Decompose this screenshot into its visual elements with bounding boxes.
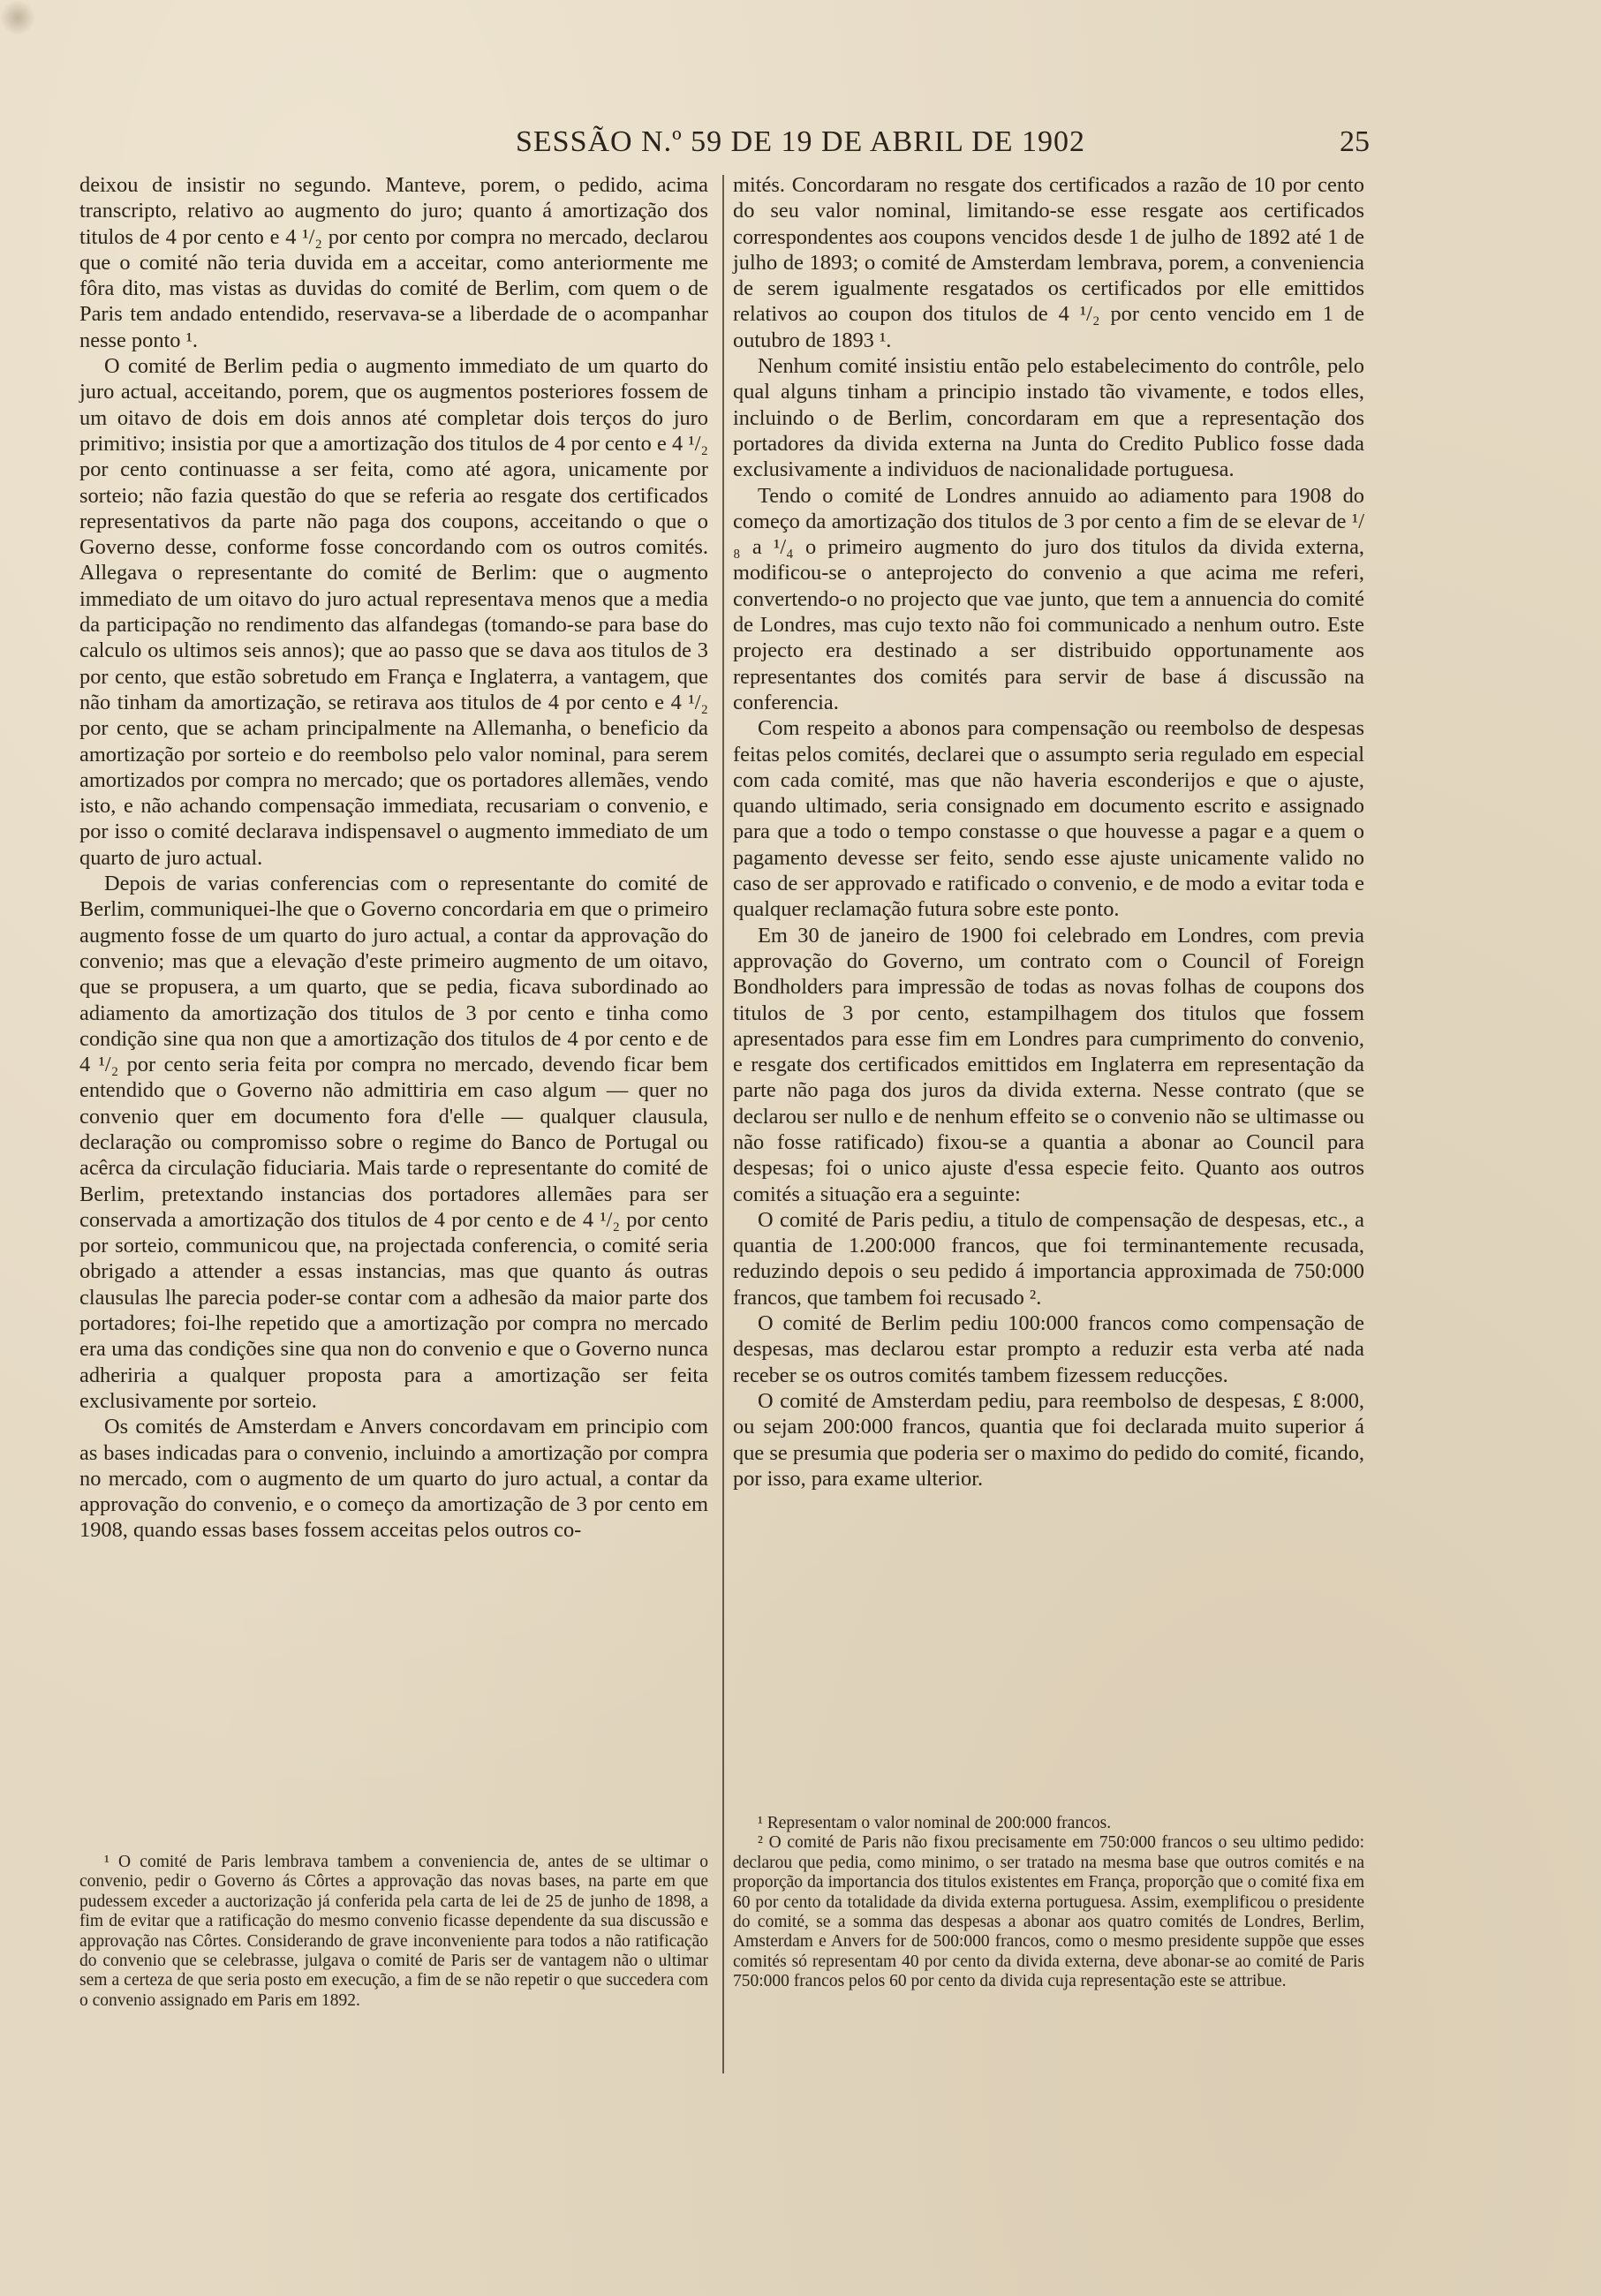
paragraph: mités. Concordaram no resgate dos certificados a razão de 10 por cento do seu valor nominal, limitando-se esse resgate aos certificados correspondentes aos coupons vencidos desde 1 de julho de 1892 até 1 de julho de 1893; o comité de Amsterdam lembrava, porem, a conveniencia de serem igualmente resgatados os certificados por elle emittidos relativos ao coupon dos titulos de 4 ¹/₂ por cento vencido em 1 de outubro de 1893 ¹. — [733, 173, 1364, 352]
paragraph: Os comités de Amsterdam e Anvers concordavam em principio com as bases indicadas para o convenio, incluindo a amortização por compra no mercado, com o augmento de um quarto do juro actual, a contar da approvação do convenio, e o começo da amortização de 3 por cento em 1908, quando essas bases fossem acceitas pelos outros co- — [79, 1415, 708, 1543]
left-column — [79, 172, 708, 1544]
paragraph: O comité de Berlim pedia o augmento immediato de um quarto do juro actual, acceitando, porem, que os augmentos posteriores fossem de um oitavo de dois em dois annos até completar dois terços do juro primitivo; insistia por que a amortização dos titulos de 4 por cento e 4 ¹/₂ por cento continuasse a ser feita, como até agora, unicamente por sorteio; não fazia questão do que se referia ao resgate dos certificados representativos da parte não paga dos coupons, acceitando o que o Governo desse, conforme fosse concordando com os outros comités. Allegava o representante do comité de Berlim: que o augmento immediato de um oitavo do juro actual representava menos que a media da participação no rendimento das alfandegas (tomando-se para base do calculo os ultimos seis annos); que ao passo que se dava aos titulos de 3 por cento, que estão sobretudo em França e Inglaterra, a vantagem, que não tinham da amortização, se retirava aos titulos de 4 por cento e 4 ¹/₂ por cento, que se acham principalmente na Allemanha, o beneficio da amortização por sorteio e do reembolso pelo valor nominal, para serem amortizados por compra no mercado; que os portadores allemães, vendo isto, e não achando compensação immediata, recusariam o convenio, e por isso o comité declarava indispensavel o augmento immediato de um quarto de juro actual. — [79, 354, 708, 870]
footnote: ² O comité de Paris não fixou precisamente em 750:000 francos o seu ultimo pedido: declarou que pedia, como minimo, o ser tratado na mesma base que outros comités e na proporção da importancia dos titulos existentes em França, proporção que o comité fixa em 60 por cento da totalidade da divida externa portuguesa. Assim, exemplificou o presidente do comité, se a somma das despesas a abonar aos quatro comités de Londres, Berlim, Amsterdam e Anvers for de 500:000 francos, como o mesmo presidente suppõe que esses comités só representam 40 por cento da divida externa, deve abonar-se ao comité de Paris 750:000 francos pelos 60 por cento da divida cuja representação este se attribue. — [733, 1833, 1364, 1991]
page-number: 25 — [1340, 125, 1370, 158]
right-column — [733, 172, 1364, 1492]
footnotes-left — [79, 1853, 708, 2011]
footnote: ¹ O comité de Paris lembrava tambem a conveniencia de, antes de se ultimar o convenio, pedir o Governo ás Côrtes a approvação das novas bases, na parte em que pudessem exceder a auctorização já conferida pela carta de lei de 25 de junho de 1898, a fim de evitar que a ratificação do mesmo convenio ficasse dependente da sua discussão e approvação nas Côrtes. Considerando de grave inconveniente para todos a não ratificação do convenio que se celebrasse, julgava o comité de Paris ser de vantagem não o ultimar sem a certeza de que seria posto em execução, a fim de se não repetir o que succedera com o convenio assignado em Paris em 1892. — [79, 1853, 708, 2010]
page-header — [0, 125, 1601, 170]
paragraph: O comité de Paris pediu, a titulo de compensação de despesas, etc., a quantia de 1.200:000 francos, que foi terminantemente recusada, reduzindo depois o seu pedido á importancia approximada de 750:000 francos, que tambem foi recusado ². — [733, 1207, 1364, 1310]
footnotes-right — [733, 1814, 1364, 1992]
paragraph: Tendo o comité de Londres annuido ao adiamento para 1908 do começo da amortização dos titulos de 3 por cento a fim de se elevar de ¹/₈ a ¹/₄ o primeiro augmento do juro dos titulos da divida externa, modificou-se o anteprojecto do convenio a que acima me referi, convertendo-o no projecto que vae junto, que tem a annuencia do comité de Londres, mas cujo texto não foi communicado a nenhum outro. Este projecto era destinado a ser distribuido opportunamente aos representantes dos comités para servir de base á discussão na conferencia. — [733, 483, 1364, 714]
page-stain — [0, 0, 35, 35]
paragraph: Com respeito a abonos para compensação ou reembolso de despesas feitas pelos comités, declarei que o assumpto seria regulado em especial com cada comité, mas que não haveria esconderijos e que o ajuste, quando ultimado, seria consignado em documento escrito e assignado para que a todo o tempo constasse o que houvesse a pagar e a quem o pagamento devesse ser feito, sendo esse ajuste unicamente valido no caso de ser approvado e ratificado o convenio, e de modo a evitar toda e qualquer reclamação futura sobre este ponto. — [733, 716, 1364, 922]
paragraph: Depois de varias conferencias com o representante do comité de Berlim, communiquei-lhe que o Governo concordaria em que o primeiro augmento fosse de um quarto do juro actual, a contar da approvação do convenio; mas que a elevação d'este primeiro augmento de um oitavo, que se propusera, a um quarto, que se pedia, ficava subordinado ao adiamento da amortização dos titulos de 3 por cento e tinha como condição sine qua non que a amortização dos titulos de 4 por cento e de 4 ¹/₂ por cento seria feita por compra no mercado, devendo ficar bem entendido que o Governo não admittiria em caso algum — quer no convenio quer em documento fora d'elle — qualquer clausula, declaração ou compromisso sobre o regime do Banco de Portugal ou acêrca da circulação fiduciaria. Mais tarde o representante do comité de Berlim, pretextando instancias dos portadores allemães para ser conservada a amortização dos titulos de 4 por cento e de 4 ¹/₂ por cento por sorteio, communicou que, na projectada conferencia, o comité seria obrigado a attender a essas instancias, mas que quanto ás outras clausulas lhe parecia poder-se contar com a adhesão da maior parte dos portadores; foi-lhe repetido que a amortização por compra no mercado era uma das condições sine qua non do convenio e que o Governo nunca adheriria a qualquer proposta para a amortização ser feita exclusivamente por sorteio. — [79, 872, 708, 1413]
column-divider — [722, 175, 724, 2073]
footnote: ¹ Representam o valor nominal de 200:000 francos. — [758, 1814, 1112, 1832]
paragraph: Em 30 de janeiro de 1900 foi celebrado em Londres, com previa approvação do Governo, um contrato com o Council of Foreign Bondholders para impressão de todas as novas folhas de coupons dos titulos de 3 por cento, estampilhagem dos titulos que fossem apresentados para esse fim em Londres para cumprimento do convenio, e resgate dos certificados emittidos em Inglaterra em representação da parte não paga dos juros da divida externa. Nesse contrato (que se declarou ser nullo e de nenhum effeito se o convenio não se ultimasse ou não fosse ratificado) fixou-se a quantia a abonar ao Council para despesas; foi o unico ajuste d'essa especie feito. Quanto aos outros comités a situação era a seguinte: — [733, 923, 1364, 1206]
paragraph: O comité de Amsterdam pediu, para reembolso de despesas, £ 8:000, ou sejam 200:000 francos, quantia que foi declarada muito superior á que se presumia que poderia ser o maximo do pedido do comité, ficando, por isso, para exame ulterior. — [733, 1388, 1364, 1491]
paragraph: Nenhum comité insistiu então pelo estabelecimento do contrôle, pelo qual alguns tinham a principio instado tão vivamente, e todos elles, incluindo o de Berlim, concordaram em que a representação dos portadores da divida externa na Junta do Credito Publico fosse dada exclusivamente a individuos de nacionalidade portuguesa. — [733, 354, 1364, 482]
session-title: SESSÃO N.º 59 DE 19 DE ABRIL DE 1902 — [515, 125, 1086, 158]
paragraph: O comité de Berlim pediu 100:000 francos como compensação de despesas, mas declarou estar prompto a reduzir esta verba até nada receber se os outros comités tambem fizessem reducções. — [733, 1311, 1364, 1387]
paragraph: deixou de insistir no segundo. Manteve, porem, o pedido, acima transcripto, relativo ao augmento do juro; quanto á amortização dos titulos de 4 por cento e 4 ¹/₂ por cento por compra no mercado, declarou que o comité não teria duvida em a acceitar, como anteriormente me fôra dito, mas vistas as duvidas do comité de Berlim, com quem o de Paris tem andado entendido, reservava-se a liberdade de o acompanhar nesse ponto ¹. — [79, 173, 708, 352]
